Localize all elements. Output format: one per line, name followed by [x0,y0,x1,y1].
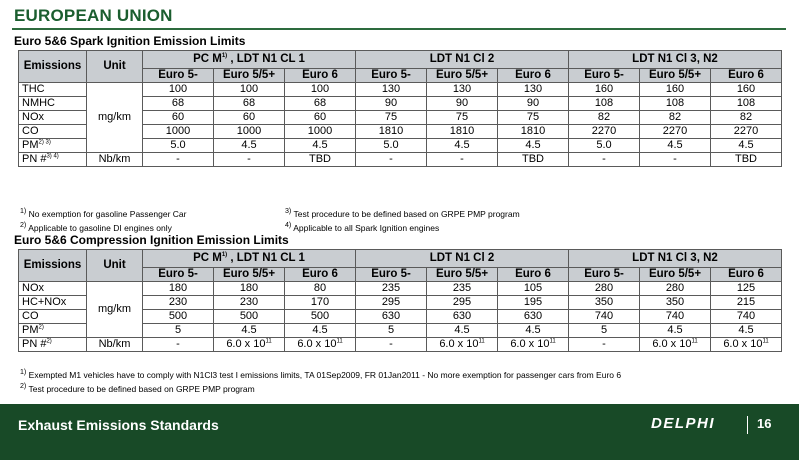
sub-header: Euro 5/5+ [214,69,285,83]
value-cell: 2270 [711,125,782,139]
footer-bar [0,404,799,460]
value-cell: 130 [427,83,498,97]
value-cell: 68 [143,97,214,111]
value-cell: - [569,338,640,352]
value-cell: 108 [711,97,782,111]
footnote-marker: 2) [20,220,27,229]
sub-header: Euro 6 [285,69,356,83]
value-cell: 6.0 x $10^{11}$ [711,338,782,352]
value-cell: - [640,153,711,167]
value-cell: 6.0 x $10^{11}$ [214,338,285,352]
pollutant-cell: $PM^{2) 3)}$ [19,139,87,153]
footnote-marker: 2) [38,324,44,331]
value-cell: 235 [356,282,427,296]
value-cell: 180 [214,282,285,296]
value-cell: 100 [143,83,214,97]
value-cell: 90 [356,97,427,111]
value-cell: 280 [640,282,711,296]
value-cell: 4.5 [427,139,498,153]
value-cell: - [214,153,285,167]
pollutant-cell: PM$^{2)}$ [19,324,87,338]
group-header-ldt-n1-cl3: LDT N1 Cl 3, N2 [569,51,782,69]
footnote-marker: 11 [549,338,556,345]
footnote: $^{2)}$ Applicable to gasoline DI engines only [20,220,172,233]
value-cell: 1000 [143,125,214,139]
value-cell: 4.5 [498,139,569,153]
value-cell: 6.0 x $10^{11}$ [427,338,498,352]
footnote-marker: 2) [20,381,27,390]
value-cell: - [569,153,640,167]
footnote: $^{1)}$ Exempted M1 vehicles have to comply with N1Cl3 test I emissions limits, TA 01Sep2009, FR 01Jan2011 - No more exemption for passenger cars from Euro 6 [20,368,622,380]
footnote-marker: 2) 3) [38,139,51,146]
value-cell: 75 [356,111,427,125]
footer-separator [747,416,748,434]
group-header-ldt-n1-cl2: LDT N1 Cl 2 [356,51,569,69]
delphi-logo: DELPHI [651,415,716,432]
value-cell: 295 [356,296,427,310]
unit-header: Unit [87,51,143,83]
value-cell: - [143,153,214,167]
spark-section-heading: Euro 5&6 Spark Ignition Emission Limits [14,34,246,48]
value-cell: 230 [214,296,285,310]
value-cell: TBD [498,153,569,167]
table-row [19,83,782,97]
value-cell: 740 [640,310,711,324]
sub-header: Euro 5- [143,69,214,83]
value-cell: 4.5 [285,324,356,338]
pollutant-cell: NOx [19,282,87,296]
value-cell: 105 [498,282,569,296]
value-cell: 170 [285,296,356,310]
emissions-header: Emissions [19,51,87,83]
unit-cell: mg/km [87,282,143,338]
value-cell: 5.0 [143,139,214,153]
value-cell: 68 [214,97,285,111]
value-cell: 5.0 [356,139,427,153]
value-cell: 295 [427,296,498,310]
emissions-header: Emissions [19,250,87,282]
value-cell: 60 [214,111,285,125]
value-cell: 235 [427,282,498,296]
table-row [19,153,782,167]
table-row [19,338,782,352]
value-cell: 1810 [356,125,427,139]
value-cell: 230 [143,296,214,310]
value-cell: 130 [498,83,569,97]
value-cell: 60 [285,111,356,125]
value-cell: 740 [711,310,782,324]
sub-header: Euro 6 [498,268,569,282]
sub-header: Euro 5- [356,69,427,83]
footnote-marker: 11 [265,338,272,345]
value-cell: 215 [711,296,782,310]
group-header-pc-m: PC $M^{1)}$ , LDT N1 CL 1 [143,250,356,268]
pollutant-cell: NOx [19,111,87,125]
sub-header: Euro 6 [285,268,356,282]
value-cell: 82 [711,111,782,125]
value-cell: 80 [285,282,356,296]
value-cell: 82 [569,111,640,125]
value-cell: 4.5 [640,324,711,338]
value-cell: 280 [569,282,640,296]
value-cell: 1000 [285,125,356,139]
sub-header: Euro 5- [356,268,427,282]
footnote-marker: 3) 4) [46,153,59,160]
footnote-marker: 3) [285,207,292,215]
group-header-pc-m: PC $M^{1)}$ , LDT N1 CL 1 [143,51,356,69]
value-cell: 4.5 [711,139,782,153]
footnote-marker: 4) [285,220,292,229]
pollutant-cell: CO [19,125,87,139]
compression-emission-table [18,249,782,352]
group-header-ldt-n1-cl2: LDT N1 Cl 2 [356,250,569,268]
value-cell: 75 [498,111,569,125]
footer-title: Exhaust Emissions Standards [18,417,219,433]
value-cell: 195 [498,296,569,310]
pollutant-cell: HC+NOx [19,296,87,310]
value-cell: 1810 [498,125,569,139]
sub-header: Euro 6 [711,268,782,282]
value-cell: - [427,153,498,167]
footnote-marker: 2) [46,338,52,345]
value-cell: 6.0 x $10^{11}$ [498,338,569,352]
sub-header: Euro 5/5+ [427,268,498,282]
value-cell: 6.0 x $10^{11}$ [640,338,711,352]
footnote-marker: 11 [478,338,485,345]
unit-cell: Nb/km [87,338,143,352]
pollutant-cell: THC [19,83,87,97]
value-cell: 125 [711,282,782,296]
sub-header: Euro 5- [143,268,214,282]
sub-header: Euro 5- [569,69,640,83]
value-cell: 160 [711,83,782,97]
footnote-marker: 11 [762,338,769,345]
spark-footnotes-right [285,206,520,234]
unit-cell: Nb/km [87,153,143,167]
value-cell: 4.5 [427,324,498,338]
footnote: $^{1)}$ No exemption for gasoline Passenger Car [20,207,187,219]
value-cell: 5 [356,324,427,338]
page-number: 16 [757,416,772,431]
value-cell: 4.5 [214,139,285,153]
unit-header: Unit [87,250,143,282]
value-cell: 4.5 [214,324,285,338]
compression-section-heading: Euro 5&6 Compression Ignition Emission Limits [14,233,289,247]
table-row [19,282,782,296]
value-cell: 160 [569,83,640,97]
footnote-marker: 1) [20,368,27,376]
footnote-marker: 1) [221,53,228,60]
value-cell: 90 [498,97,569,111]
value-cell: TBD [711,153,782,167]
value-cell: 2270 [569,125,640,139]
value-cell: 108 [640,97,711,111]
page-title: EUROPEAN UNION [14,6,173,25]
value-cell: 100 [214,83,285,97]
footnote: $^{4)}$ Applicable to all Spark Ignition engines [285,220,440,233]
value-cell: - [356,153,427,167]
value-cell: - [356,338,427,352]
value-cell: - [143,338,214,352]
value-cell: 630 [356,310,427,324]
spark-emission-table [18,50,782,167]
value-cell: 6.0 x $10^{11}$ [285,338,356,352]
value-cell: 100 [285,83,356,97]
pollutant-cell: PN #$^{2)}$ [19,338,87,352]
value-cell: 740 [569,310,640,324]
value-cell: 68 [285,97,356,111]
value-cell: 4.5 [711,324,782,338]
value-cell: 108 [569,97,640,111]
sub-header: Euro 5/5+ [640,268,711,282]
pollutant-cell: PN #$^{3) 4)}$ [19,153,87,167]
value-cell: 82 [640,111,711,125]
value-cell: 90 [427,97,498,111]
value-cell: 130 [356,83,427,97]
footnote-marker: 1) [20,207,27,215]
sub-header: Euro 5/5+ [427,69,498,83]
compression-footnotes [20,367,621,395]
title-divider [12,28,786,30]
value-cell: 160 [640,83,711,97]
value-cell: 630 [498,310,569,324]
value-cell: 2270 [640,125,711,139]
value-cell: 5 [569,324,640,338]
value-cell: 5 [143,324,214,338]
pollutant-cell: NMHC [19,97,87,111]
pollutant-cell: CO [19,310,87,324]
value-cell: 180 [143,282,214,296]
group-header-ldt-n1-cl3: LDT N1 Cl 3, N2 [569,250,782,268]
value-cell: 1000 [214,125,285,139]
value-cell: 1810 [427,125,498,139]
value-cell: 350 [640,296,711,310]
sub-header: Euro 6 [498,69,569,83]
value-cell: 500 [143,310,214,324]
sub-header: Euro 5/5+ [640,69,711,83]
value-cell: TBD [285,153,356,167]
value-cell: 4.5 [640,139,711,153]
value-cell: 500 [214,310,285,324]
value-cell: 630 [427,310,498,324]
footnote-marker: 11 [336,338,343,345]
value-cell: 60 [143,111,214,125]
sub-header: Euro 5/5+ [214,268,285,282]
value-cell: 500 [285,310,356,324]
value-cell: 350 [569,296,640,310]
value-cell: 4.5 [285,139,356,153]
footnote: $^{3)}$ Test procedure to be defined based on GRPE PMP program [285,207,520,219]
spark-footnotes-left [20,206,186,234]
sub-header: Euro 5- [569,268,640,282]
value-cell: 75 [427,111,498,125]
value-cell: 4.5 [498,324,569,338]
unit-cell: mg/km [87,83,143,153]
sub-header: Euro 6 [711,69,782,83]
footnote-marker: 11 [691,338,698,345]
footnote-marker: 1) [221,252,228,259]
footnote: $^{2)}$ Test procedure to be defined based on GRPE PMP program [20,381,255,394]
value-cell: 5.0 [569,139,640,153]
